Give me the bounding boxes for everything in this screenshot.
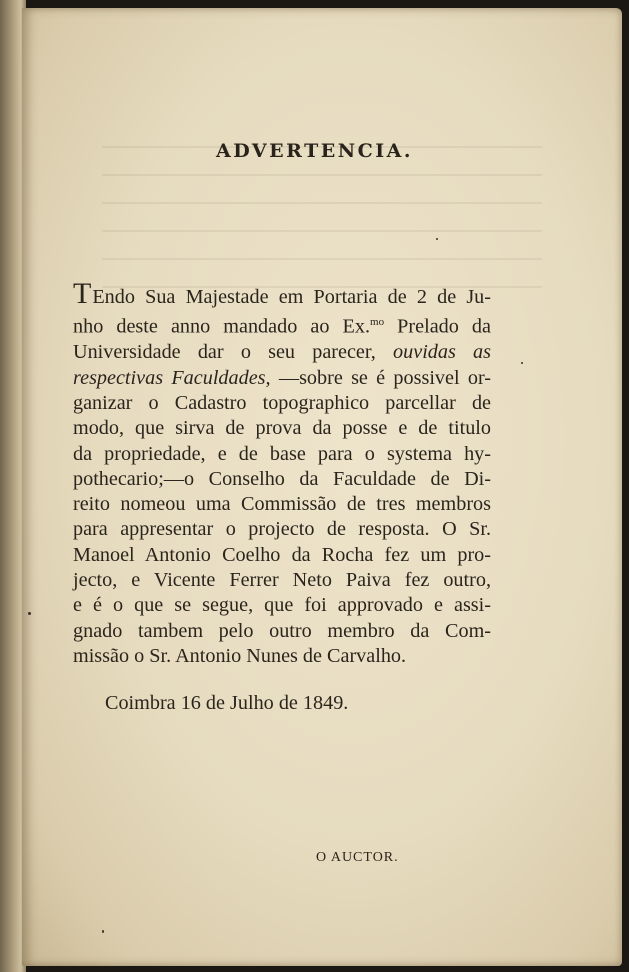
- signature: O AUCTOR.: [316, 850, 399, 865]
- paragraph-line-5: ganizar o Cadastro topographico parcellar de: [73, 391, 491, 414]
- paragraph-line-8: pothecario;—o Conselho da Faculdade de Di-: [73, 467, 491, 490]
- paragraph-line-10: para appresentar o projecto de resposta. O Sr.: [73, 518, 491, 541]
- advertencia-paragraph: [73, 277, 492, 669]
- paragraph-line-7: da propriedade, e de base para o systema hy-: [73, 442, 491, 465]
- paragraph-line-14: gnado tambem pelo outro membro da Com-: [73, 619, 491, 642]
- paragraph-line-11: Manoel Antonio Coelho da Rocha fez um pro-: [73, 543, 491, 566]
- page-heading: ADVERTENCIA.: [216, 140, 413, 162]
- paragraph-line-12: jecto, e Vicente Ferrer Neto Paiva fez outro,: [73, 569, 491, 591]
- drop-cap: T: [73, 277, 92, 310]
- paper-speck: [436, 238, 438, 240]
- date-line: Coimbra 16 de Julho de 1849.: [105, 692, 349, 714]
- paragraph-line-1: TEndo Sua Majestade em Portaria de 2 de Ju-: [73, 277, 491, 310]
- paragraph-line-4: respectivas Faculdades, —sobre se é possivel or-: [73, 366, 492, 389]
- paragraph-line-15: missão o Sr. Antonio Nunes de Carvalho.: [73, 644, 407, 667]
- paragraph-line-2: nho deste anno mandado ao Ex.$^{mo}$ Prelado da: [73, 316, 491, 339]
- paragraph-line-3: Universidade dar o seu parecer, ouvidas as: [73, 341, 491, 364]
- paper-speck: [521, 362, 523, 364]
- paragraph-line-13: e é o que se segue, que foi approvado e assi-: [73, 594, 491, 617]
- paper-speck: [28, 612, 31, 615]
- paragraph-line-9: reito nomeou uma Commissão de tres membros: [73, 493, 491, 516]
- paper-speck: [102, 930, 104, 933]
- paragraph-line-6: modo, que sirva de prova da posse e de titulo: [73, 417, 491, 440]
